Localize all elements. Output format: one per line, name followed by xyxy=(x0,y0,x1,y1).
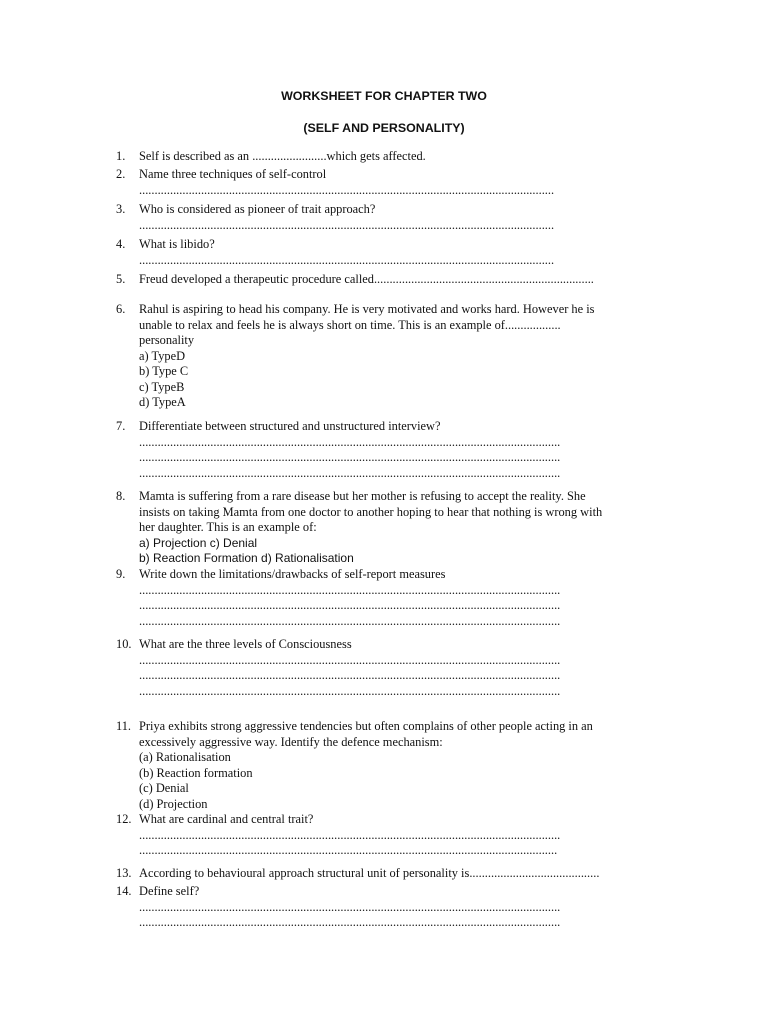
question-body xyxy=(139,419,676,481)
question-body xyxy=(139,272,676,288)
question-number: 1. xyxy=(116,149,126,163)
question-text: Who is considered as pioneer of trait approach? xyxy=(139,202,376,216)
question-body xyxy=(139,866,676,882)
answer-line: ........................................................................................................................................ xyxy=(139,652,561,667)
question-text: Self is described as an ........................which gets affected. xyxy=(139,149,426,163)
answer-line: ...................................................................................................................................... xyxy=(139,252,555,267)
question-13 xyxy=(116,866,676,882)
question-1 xyxy=(116,149,676,165)
question-text: Priya exhibits strong aggressive tendencies but often complains of other people acting in an xyxy=(139,719,593,733)
question-text: Write down the limitations/drawbacks of self-report measures xyxy=(139,567,446,581)
question-text: insists on taking Mamta from one doctor to another hoping to hear that nothing is wrong with xyxy=(139,504,603,519)
question-10 xyxy=(116,637,676,699)
question-body xyxy=(139,302,676,411)
answer-line: ...................................................................................................................................... xyxy=(139,182,555,197)
question-body xyxy=(139,884,676,931)
question-2 xyxy=(116,167,676,198)
question-7 xyxy=(116,419,676,481)
question-body xyxy=(139,167,676,198)
answer-option: (b) Reaction formation xyxy=(139,765,253,780)
question-number: 8. xyxy=(116,489,126,503)
question-text: Define self? xyxy=(139,884,200,898)
answer-option: c) TypeB xyxy=(139,379,185,394)
question-text: excessively aggressive way. Identify the defence mechanism: xyxy=(139,734,443,749)
answer-line: ........................................................................................................................................ xyxy=(139,668,561,682)
question-text: What is libido? xyxy=(139,237,215,251)
answer-line: ........................................................................................................................................ xyxy=(139,827,561,842)
question-4 xyxy=(116,237,676,268)
answer-line: ........................................................................................................................................ xyxy=(139,434,561,449)
question-number: 13. xyxy=(116,866,132,880)
answer-option: (a) Rationalisation xyxy=(139,750,231,764)
question-body xyxy=(139,719,676,812)
answer-option: d) TypeA xyxy=(139,395,186,409)
answer-option: (d) Projection xyxy=(139,796,208,811)
answer-line: ........................................................................................................................................ xyxy=(139,598,561,612)
question-number: 12. xyxy=(116,812,132,826)
question-number: 3. xyxy=(116,202,126,216)
question-11 xyxy=(116,719,676,812)
question-text: What are cardinal and central trait? xyxy=(139,812,314,826)
question-number: 9. xyxy=(116,567,126,581)
question-text: Rahul is aspiring to head his company. He is very motivated and works hard. However he is xyxy=(139,302,595,316)
answer-line: ........................................................................................................................................ xyxy=(139,613,561,628)
question-number: 7. xyxy=(116,419,126,433)
question-text: unable to relax and feels he is always short on time. This is an example of.................. xyxy=(139,317,561,332)
question-5 xyxy=(116,272,676,288)
answer-line: ........................................................................................................................................ xyxy=(139,582,561,597)
answer-line: ........................................................................................................................................ xyxy=(139,915,561,929)
question-number: 14. xyxy=(116,884,132,898)
answer-line: ........................................................................................................................................ xyxy=(139,899,561,914)
worksheet-subtitle: (SELF AND PERSONALITY) xyxy=(303,121,465,135)
question-body xyxy=(139,237,676,268)
answer-line: ........................................................................................................................................ xyxy=(139,465,561,480)
question-text: Differentiate between structured and unstructured interview? xyxy=(139,419,441,433)
question-number: 5. xyxy=(116,272,126,286)
answer-option: (c) Denial xyxy=(139,781,189,795)
answer-option: a) Projection c) Denial xyxy=(139,535,258,550)
answer-line: ...................................................................................................................................... xyxy=(139,217,555,232)
question-14 xyxy=(116,884,676,931)
question-8 xyxy=(116,489,676,567)
question-text: Freud developed a therapeutic procedure called....................................................................... xyxy=(139,272,594,286)
question-number: 11. xyxy=(116,719,132,733)
answer-line: ........................................................................................................................................ xyxy=(139,450,561,464)
question-body xyxy=(139,637,676,699)
answer-option: a) TypeD xyxy=(139,348,186,363)
question-number: 4. xyxy=(116,237,126,251)
question-number: 6. xyxy=(116,302,126,316)
answer-line: ........................................................................................................................................ xyxy=(139,683,561,698)
question-text: What are the three levels of Consciousness xyxy=(139,637,352,651)
question-text: According to behavioural approach structural unit of personality is.......................................... xyxy=(139,866,600,880)
worksheet-title: WORKSHEET FOR CHAPTER TWO xyxy=(281,89,487,103)
answer-option: b) Type C xyxy=(139,364,189,378)
question-9 xyxy=(116,567,676,629)
question-text: her daughter. This is an example of: xyxy=(139,520,317,534)
question-text: Mamta is suffering from a rare disease but her mother is refusing to accept the reality. She xyxy=(139,489,586,503)
question-body xyxy=(139,149,676,165)
question-body xyxy=(139,489,676,567)
question-6 xyxy=(116,302,676,411)
question-number: 2. xyxy=(116,167,126,181)
question-number: 10. xyxy=(116,637,132,651)
question-3 xyxy=(116,202,676,233)
answer-line: ....................................................................................................................................... xyxy=(139,843,558,857)
question-body xyxy=(139,812,676,859)
question-body xyxy=(139,567,676,629)
question-text: Name three techniques of self-control xyxy=(139,167,327,181)
question-12 xyxy=(116,812,676,859)
question-text: personality xyxy=(139,333,195,347)
question-body xyxy=(139,202,676,233)
answer-option: b) Reaction Formation d) Rationalisation xyxy=(139,551,354,565)
